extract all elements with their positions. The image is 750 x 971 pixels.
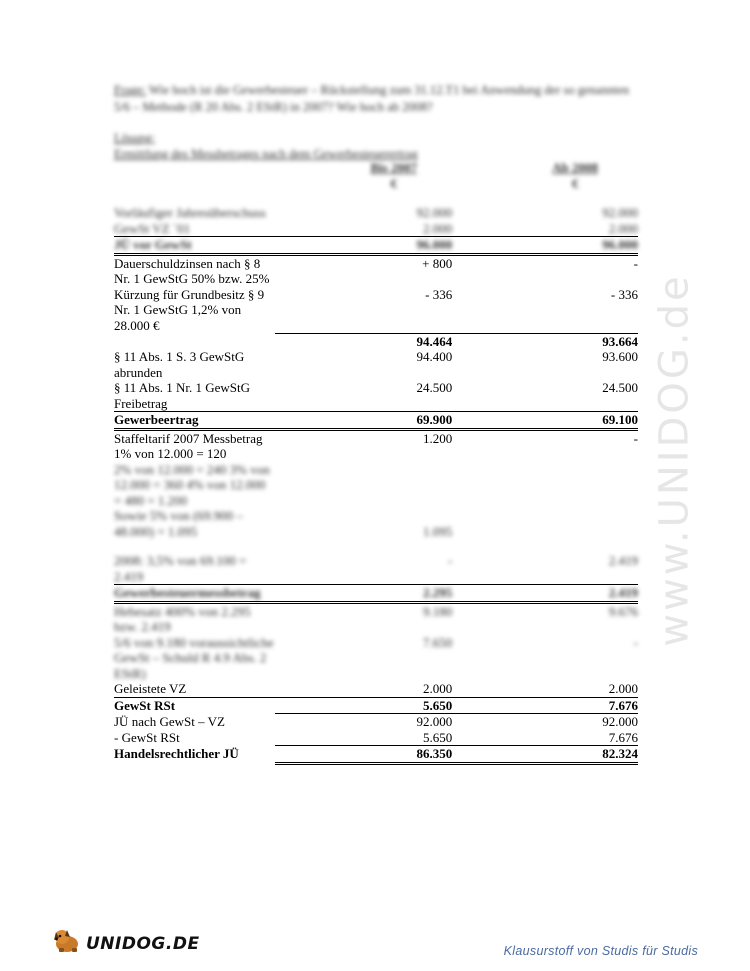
row-value-2008: 2.419 xyxy=(608,553,638,568)
row-value-2007: 2.000 xyxy=(422,681,453,696)
table-row xyxy=(114,412,638,430)
row-value-2008: 7.676 xyxy=(452,697,638,714)
row-value-2007: 24.500 xyxy=(416,380,453,395)
row-label: Handelsrechtlicher JÜ xyxy=(114,745,239,761)
table-row xyxy=(114,508,638,539)
row-label: § 11 Abs. 1 Nr. 1 GewStG Freibetrag xyxy=(114,380,251,411)
row-value-2008: 92.000 xyxy=(602,205,638,220)
row-value-2008 xyxy=(452,462,638,509)
row-value-2007: 9.180 xyxy=(422,603,453,619)
row-value-2008: 7.676 xyxy=(608,729,638,745)
row-value-2007: - xyxy=(447,553,453,568)
row-label: § 11 Abs. 1 S. 3 GewStG abrunden xyxy=(114,349,245,380)
row-value-2008: 82.324 xyxy=(452,746,638,764)
row-label: Staffeltarif 2007 Messbetrag 1% von 12.000 = 120 xyxy=(114,430,263,461)
table-unit-row xyxy=(114,176,638,192)
row-value-2007: 92.000 xyxy=(275,714,452,730)
table-header-row xyxy=(114,160,638,176)
row-value-2008: - xyxy=(633,430,638,446)
row-value-2007: 92.000 xyxy=(416,205,453,220)
row-value-2008: 2.000 xyxy=(608,681,638,696)
table-row xyxy=(114,333,638,349)
row-value-2007: 2.295 xyxy=(275,585,452,603)
logo-text: UNIDOG.DE xyxy=(86,934,200,954)
row-value-2008: 69.100 xyxy=(452,412,638,430)
row-label: 2008: 3,5% von 69.100 = 2.419 xyxy=(114,553,247,584)
question-label: Frage: xyxy=(114,83,146,97)
solution-label: Lösung: xyxy=(114,131,155,145)
question-text xyxy=(114,82,634,116)
row-label: 5/6 von 9.180 voraussichtliche GewSt – Schuld R 4.9 Abs. 2 EStR) xyxy=(114,634,274,681)
unit-col-2008: € xyxy=(571,175,579,191)
row-value-2007: 1.095 xyxy=(422,523,453,539)
row-label: GewSt RSt xyxy=(114,697,275,714)
row-value-2008 xyxy=(452,508,638,539)
row-value-2008: 24.500 xyxy=(602,380,638,395)
row-value-2007 xyxy=(275,462,452,509)
question-body: Wie hoch ist die Gewerbesteuer – Rückstellung zum 31.12.T1 bei Anwendung der so genannten 5/6 – Methode (R 20 Abs. 2 EStR) in 2007? Wie hoch ab 2008? xyxy=(114,83,630,114)
row-value-2008: - 336 xyxy=(610,286,638,302)
row-value-2008: 96.000 xyxy=(452,237,638,255)
unit-col-2007: € xyxy=(390,175,398,191)
row-value-2008: 92.000 xyxy=(452,714,638,730)
row-label: - GewSt RSt xyxy=(114,729,180,745)
row-value-2007: 2.000 xyxy=(422,220,453,236)
row-value-2007: 94.464 xyxy=(275,333,452,349)
row-label: Hebesatz 400% von 2.295 bzw. 2.419 xyxy=(114,603,251,634)
table-row xyxy=(114,205,638,221)
row-value-2008: 2.000 xyxy=(608,220,638,236)
row-value-2008: - xyxy=(633,255,638,271)
table-row xyxy=(114,697,638,714)
row-label: Kürzung für Grundbesitz § 9 Nr. 1 GewStG 1,2% von 28.000 € xyxy=(114,286,265,333)
row-value-2007: 5.650 xyxy=(275,697,452,714)
row-label: Vorläufiger Jahresüberschuss xyxy=(114,205,266,220)
row-value-2007: 94.400 xyxy=(416,349,453,364)
table-row xyxy=(114,730,638,746)
row-label: Gewerbeertrag xyxy=(114,412,275,430)
row-value-2007: - 336 xyxy=(425,286,453,302)
footer-tagline: Klausurstoff von Studis für Studis xyxy=(503,944,698,958)
row-label: JÜ nach GewSt – VZ xyxy=(114,713,225,729)
table-row xyxy=(114,429,638,462)
table-row xyxy=(114,287,638,334)
solution-subtitle: Ermittlung des Messbetrages nach dem Gewerbesteuerertrag xyxy=(114,147,418,161)
row-value-2007: 69.900 xyxy=(275,412,452,430)
row-label: Sowie 5% von (69.900 – 48.000) = 1.095 xyxy=(114,508,243,539)
table-row xyxy=(114,585,638,603)
row-value-2007: 1.200 xyxy=(422,430,453,446)
header-col-2007: Bis 2007 xyxy=(370,160,418,175)
table-row xyxy=(114,237,638,255)
row-value-2008: - xyxy=(633,634,638,650)
row-label xyxy=(114,333,275,349)
row-label: Dauerschuldzinsen nach § 8 Nr. 1 GewStG 50% bzw. 25% xyxy=(114,255,270,286)
table-row xyxy=(114,349,638,380)
row-value-2007: 96.000 xyxy=(275,237,452,255)
watermark xyxy=(615,240,735,680)
row-value-2008: 93.664 xyxy=(452,333,638,349)
table-row xyxy=(114,635,638,682)
row-value-2007: 86.350 xyxy=(275,746,452,764)
solution-heading xyxy=(114,130,634,162)
row-value-2008: 2.419 xyxy=(452,585,638,603)
unidog-logo xyxy=(52,926,200,954)
table-row xyxy=(114,254,638,287)
watermark-text: www.UNIDOG.de xyxy=(652,273,698,647)
table-row xyxy=(114,221,638,237)
row-value-2008: 9.676 xyxy=(608,603,638,619)
row-label: Gewerbesteuermessbetrag xyxy=(114,585,275,603)
dog-mascot-icon xyxy=(52,926,82,954)
table-row xyxy=(114,602,638,635)
table-row xyxy=(114,462,638,509)
calculation-table xyxy=(114,160,638,765)
row-value-2007: 5.650 xyxy=(422,729,453,745)
table-row xyxy=(114,714,638,730)
row-label: JÜ vor GewSt xyxy=(114,237,275,255)
table-row xyxy=(114,746,638,764)
row-value-2007: + 800 xyxy=(422,255,453,271)
row-label: 2% von 12.000 = 240 3% von 12.000 = 360 4% von 12.000 = 480 = 1.200 xyxy=(114,461,270,508)
table-row xyxy=(114,380,638,412)
header-col-2008: Ab 2008 xyxy=(552,160,599,175)
row-label: Geleistete VZ xyxy=(114,681,187,696)
row-label: GewSt VZ `01 xyxy=(114,220,191,236)
row-value-2007: 7.650 xyxy=(422,634,453,650)
table-row xyxy=(114,681,638,697)
table-row xyxy=(114,553,638,585)
row-value-2008: 93.600 xyxy=(602,349,638,364)
